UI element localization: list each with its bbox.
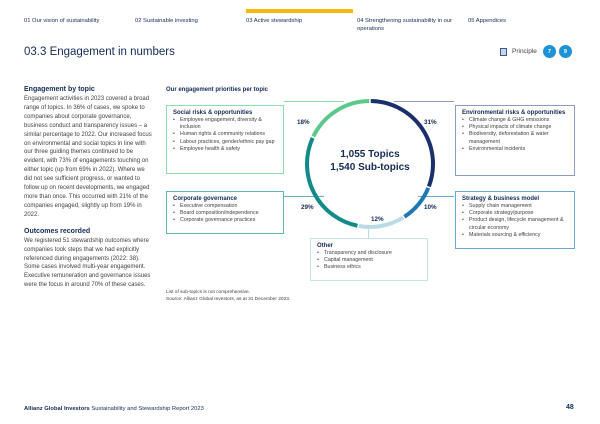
page-title: 03.3 Engagement in numbers [24,46,175,58]
footnote-line: List of sub-topics is not comprehensive. [166,290,250,295]
outcomes-recorded-heading: Outcomes recorded [24,227,91,235]
subtopic: • Employee engagement, diversity & inclusion [173,117,277,131]
subtopic: • Transparency and disclosure [317,250,421,257]
donut-center-text [310,148,430,174]
subtopic: • Physical impacts of climate change [462,124,568,131]
principle-badge[interactable]: 9 [559,45,572,58]
subtopic: • Corporate strategy/purpose [462,210,568,217]
outcomes-recorded-text: We registered 51 stewardship outcomes where companies took steps that we had explicitly referenced during engagements (2022: 38). Some cases involved multi-year engagement. Executive remuneration and governance issues were the focus in around 70% of these cases. [24,237,151,289]
box-title: Environmental risks & opportunities [462,110,566,116]
principle-label: Principle [512,48,537,55]
principle-badge[interactable]: 7 [543,45,556,58]
box-title: Social risks & opportunities [173,110,253,116]
subtopic: • Materials sourcing & efficiency [462,232,568,239]
environmental-box [455,105,575,176]
donut-slice-social-risks-opportunities [313,101,369,136]
pct-label-environmental: 31% [424,119,437,126]
nav-item-operations[interactable]: 04 Strengthening sustainability in our operations [357,18,453,32]
subtopic: • Board composition/independence [173,210,277,217]
subtopic: • Executive compensation [173,203,277,210]
subtopic: • Employee health & safety [173,146,277,153]
box-title: Strategy & business model [462,196,540,202]
nav-item-vision[interactable]: 01 Our vision of sustainability [24,18,100,24]
nav-item-sustainable-investing[interactable]: 02 Sustainable investing [135,18,198,24]
social-box [166,105,284,174]
pct-label-social: 18% [297,119,310,126]
footer-brand: Allianz Global Investors [24,406,90,412]
topics-count: 1,055 Topics [340,149,400,160]
nav-item-appendices[interactable]: 05 Appendices [468,18,507,24]
footer [24,406,204,412]
box-title: Other [317,243,334,249]
subtopic: • Product design, lifecycle management & circular economy [462,217,568,231]
subtopic: • Climate change & GHG emissions [462,117,568,124]
pct-label-strategy: 10% [424,204,437,211]
subtopic: • Biodiversity, deforestation & water management [462,131,568,145]
footer-report-title: Sustainability and Stewardship Report 2023 [91,406,204,412]
subtopic: • Capital management [317,257,421,264]
engagement-by-topic-heading: Engagement by topic [24,86,95,93]
other-box [310,238,428,281]
subtopic: • Human rights & community relations [173,131,277,138]
footnote [166,289,290,303]
strategy-box [455,191,575,249]
subtopic: • Corporate governance practices [173,217,277,224]
box-title: Corporate governance [173,196,238,202]
chart-title: Our engagement priorities per topic [166,87,269,93]
page-number: 48 [566,404,574,411]
pct-label-governance: 29% [301,204,314,211]
donut-slice-strategy-business-model [404,188,428,217]
pct-label-other: 12% [371,216,384,223]
subtopics-count: 1,540 Sub-topics [330,162,410,173]
source-line: Source: Allianz Global Investors, as at 31 December 2023. [166,297,291,302]
governance-box [166,191,284,234]
engagement-by-topic-text: Engagement activities in 2023 covered a broad range of topics. In 36% of cases, we spoke to companies about corporate governance, business conduct and transparency issues – a similar percentage to 2022. Our increased focus on environmental and social topics in line with our three guiding themes continued to be evident, with 73% of engagements touching on either topic (up from 69% in 2022). Where we did not see sufficient progress, or wanted to follow up on recent developments, we engaged more than once. This occurred with 21% of the companies engaged, slightly up from 19% in 2022. [24,96,152,218]
subtopic: • Environmental incidents [462,146,568,153]
subtopic: • Supply chain management [462,203,568,210]
subtopic: • Labour practices, gender/ethnic pay gap [173,139,277,146]
nav-item-active-stewardship[interactable]: 03 Active stewardship [246,18,303,24]
subtopic: • Business ethics [317,264,421,271]
